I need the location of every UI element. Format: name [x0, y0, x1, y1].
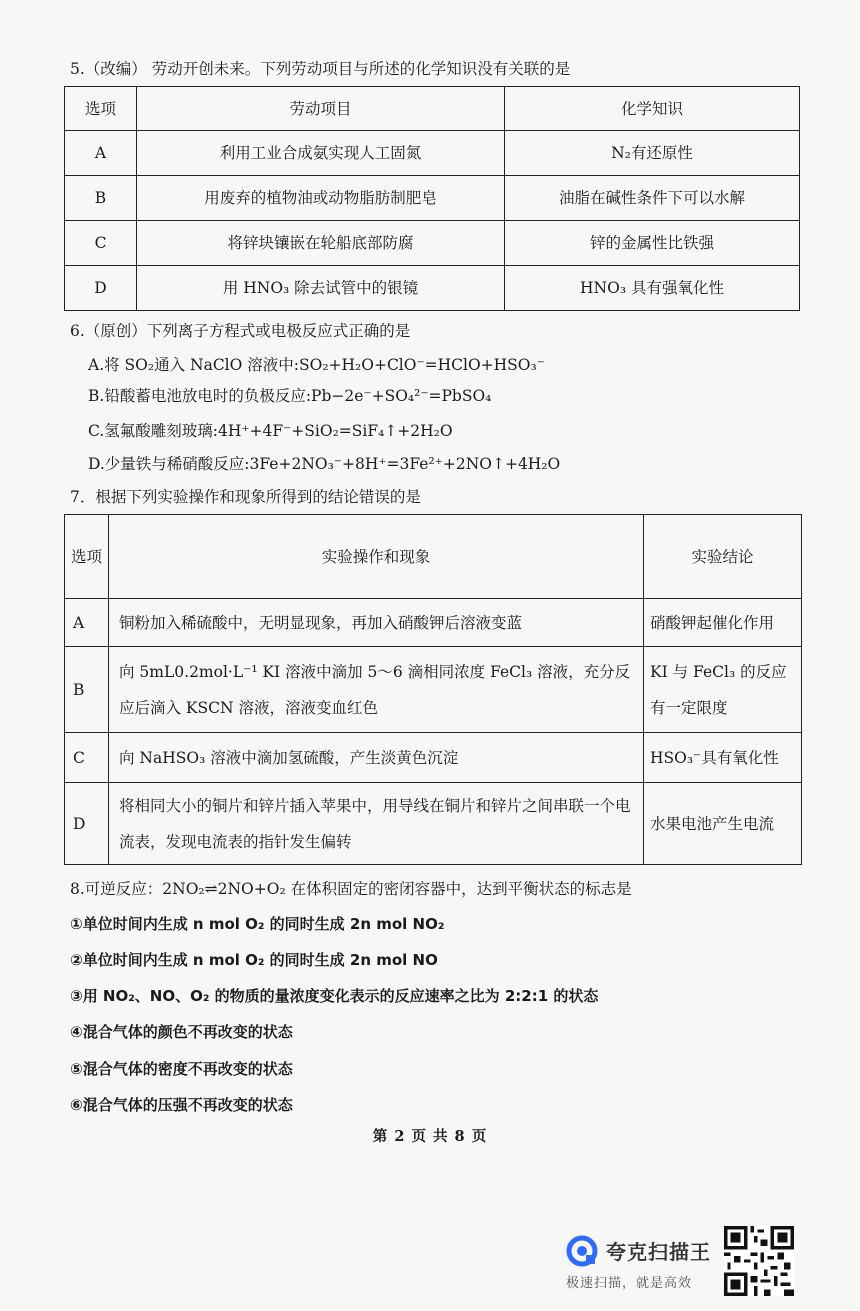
header-conclusion: 实验结论: [644, 515, 802, 599]
row-option: A: [65, 131, 137, 176]
row-operation: 向 5mL0.2mol·L⁻¹ KI 溶液中滴加 5～6 滴相同浓度 FeCl₃ 溶液，充分反应后滴入 KSCN 溶液，溶液变血红色: [109, 647, 644, 733]
statement-5: ⑤混合气体的密度不再改变的状态: [70, 1060, 293, 1078]
option-c: C.氢氟酸雕刻玻璃:4H⁺+4F⁻+SiO₂=SiF₄↑+2H₂O: [88, 422, 453, 440]
row-option: D: [65, 266, 137, 311]
row-labor-item: 利用工业合成氨实现人工固氮: [137, 131, 505, 176]
question-5-title: 5.（改编） 劳动开创未来。下列劳动项目与所述的化学知识没有关联的是: [70, 60, 571, 78]
table-row: [65, 266, 800, 311]
statement-3: ③用 NO₂、NO、O₂ 的物质的量浓度变化表示的反应速率之比为 2:2:1 的状态: [70, 987, 599, 1005]
row-labor-item: 将锌块镶嵌在轮船底部防腐: [137, 221, 505, 266]
row-option: A: [65, 599, 109, 647]
scanner-watermark: [566, 1232, 720, 1292]
option-d: D.少量铁与稀硝酸反应:3Fe+2NO₃⁻+8H⁺=3Fe²⁺+2NO↑+4H₂O: [88, 455, 561, 473]
header-operation: 实验操作和现象: [109, 515, 644, 599]
row-labor-item: 用 HNO₃ 除去试管中的银镜: [137, 266, 505, 311]
statement-6: ⑥混合气体的压强不再改变的状态: [70, 1096, 293, 1114]
row-option: C: [65, 733, 109, 783]
table-row: [65, 176, 800, 221]
table-row: [65, 221, 800, 266]
header-chem-knowledge: 化学知识: [505, 87, 800, 131]
question-8-title: 8.可逆反应：2NO₂⇌2NO+O₂ 在体积固定的密闭容器中，达到平衡状态的标志是: [70, 880, 632, 898]
qr-code-icon: [724, 1226, 794, 1296]
row-option: C: [65, 221, 137, 266]
row-conclusion: HSO₃⁻具有氧化性: [644, 733, 802, 783]
table-row: [65, 599, 802, 647]
question-7-table: [64, 514, 802, 865]
question-5-table: [64, 86, 800, 311]
row-labor-item: 用废弃的植物油或动物脂肪制肥皂: [137, 176, 505, 221]
header-option: 选项: [65, 515, 109, 599]
brand-tagline: 极速扫描，就是高效: [566, 1276, 693, 1291]
row-option: B: [65, 647, 109, 733]
statement-4: ④混合气体的颜色不再改变的状态: [70, 1023, 293, 1041]
header-option: 选项: [65, 87, 137, 131]
table-row: [65, 131, 800, 176]
statement-1: ①单位时间内生成 n mol O₂ 的同时生成 2n mol NO₂: [70, 915, 445, 933]
option-b: B.铅酸蓄电池放电时的负极反应:Pb−2e⁻+SO₄²⁻=PbSO₄: [88, 387, 492, 405]
row-chem-knowledge: 锌的金属性比铁强: [505, 221, 800, 266]
row-conclusion: KI 与 FeCl₃ 的反应有一定限度: [644, 647, 802, 733]
row-chem-knowledge: HNO₃ 具有强氧化性: [505, 266, 800, 311]
row-chem-knowledge: 油脂在碱性条件下可以水解: [505, 176, 800, 221]
row-conclusion: 硝酸钾起催化作用: [644, 599, 802, 647]
row-option: B: [65, 176, 137, 221]
question-7-title: 7．根据下列实验操作和现象所得到的结论错误的是: [70, 488, 421, 506]
statement-2: ②单位时间内生成 n mol O₂ 的同时生成 2n mol NO: [70, 951, 438, 969]
page-number: 第 2 页 共 8 页: [372, 1128, 488, 1145]
quark-logo-icon: [566, 1235, 598, 1267]
row-operation: 铜粉加入稀硫酸中，无明显现象，再加入硝酸钾后溶液变蓝: [109, 599, 644, 647]
question-6-title: 6.（原创）下列离子方程式或电极反应式正确的是: [70, 322, 411, 340]
row-conclusion: 水果电池产生电流: [644, 783, 802, 865]
header-labor-item: 劳动项目: [137, 87, 505, 131]
row-operation: 将相同大小的铜片和锌片插入苹果中，用导线在铜片和锌片之间串联一个电流表，发现电流表的指针发生偏转: [109, 783, 644, 865]
option-a: A.将 SO₂通入 NaClO 溶液中:SO₂+H₂O+ClO⁻=HClO+HSO₃⁻: [88, 356, 545, 374]
brand-name: 夸克扫描王: [606, 1240, 711, 1264]
row-operation: 向 NaHSO₃ 溶液中滴加氢硫酸，产生淡黄色沉淀: [109, 733, 644, 783]
row-option: D: [65, 783, 109, 865]
row-chem-knowledge: N₂有还原性: [505, 131, 800, 176]
table-row: [65, 733, 802, 783]
table-header-row: [65, 87, 800, 131]
table-header-row: [65, 515, 802, 599]
table-row: [65, 783, 802, 865]
table-row: [65, 647, 802, 733]
